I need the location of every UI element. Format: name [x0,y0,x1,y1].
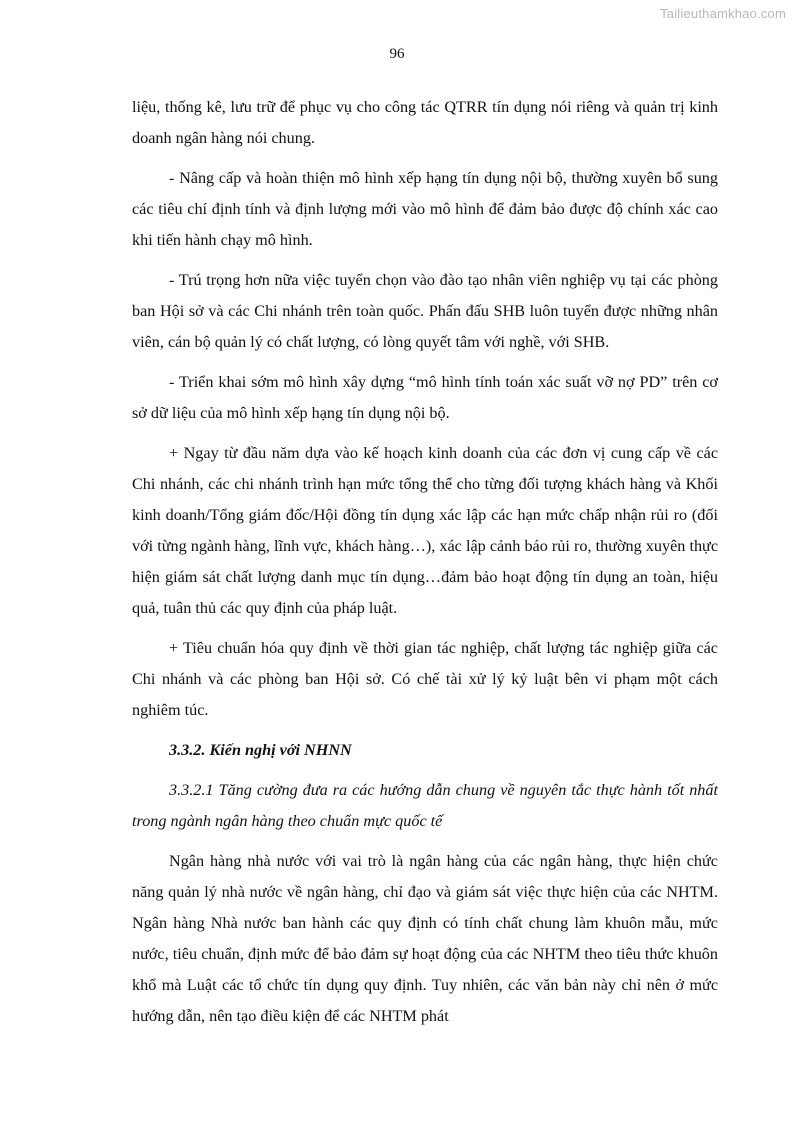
document-body [132,92,718,1041]
paragraph-continuation: liệu, thống kê, lưu trữ để phục vụ cho công tác QTRR tín dụng nói riêng và quản trị kinh doanh ngân hàng nói chung. [132,98,718,147]
section-heading: 3.3.2. Kiến nghị với NHNN [169,741,352,759]
paragraph-staff-recruitment: - Trú trọng hơn nữa việc tuyển chọn vào đào tạo nhân viên nghiệp vụ tại các phòng ban Hội sở và các Chi nhánh trên toàn quốc. Phấn đấu SHB luôn tuyển được những nhân viên, cán bộ quản lý có chất lượng, có lòng quyết tâm với nghề, với SHB. [132,271,718,351]
paragraph-state-bank: Ngân hàng nhà nước với vai trò là ngân hàng của các ngân hàng, thực hiện chức năng quản lý nhà nước về ngân hàng, chỉ đạo và giám sát việc thực hiện của các NHTM. Ngân hàng Nhà nước ban hành các quy định có tính chất chung làm khuôn mẫu, mức nước, tiêu chuẩn, định mức để bảo đảm sự hoạt động của các NHTM theo tiêu thức khuôn khổ mà Luật các tổ chức tín dụng quy định. Tuy nhiên, các văn bản này chỉ nên ở mức hướng dẫn, nên tạo điều kiện để các NHTM phát [132,852,718,1025]
watermark: Tailieuthamkhao.com [660,6,786,21]
subsection-heading: 3.3.2.1 Tăng cường đưa ra các hướng dẫn chung về nguyên tắc thực hành tốt nhất trong ngành ngân hàng theo chuẩn mực quốc tế [132,781,718,830]
paragraph-pd-model: - Triển khai sớm mô hình xây dựng “mô hình tính toán xác suất vỡ nợ PD” trên cơ sở dữ liệu của mô hình xếp hạng tín dụng nội bộ. [132,373,718,422]
paragraph-standardization: + Tiêu chuẩn hóa quy định về thời gian tác nghiệp, chất lượng tác nghiệp giữa các Chi nhánh và các phòng ban Hội sở. Có chế tài xử lý kỷ luật bên vi phạm một cách nghiêm túc. [132,639,718,719]
page-number: 96 [389,46,405,62]
paragraph-business-plan: + Ngay từ đầu năm dựa vào kế hoạch kinh doanh của các đơn vị cung cấp về các Chi nhánh, các chi nhánh trình hạn mức tổng thể cho từng đối tượng khách hàng và Khối kinh doanh/Tổng giám đốc/Hội đồng tín dụng xác lập các hạn mức chấp nhận rủi ro (đối với từng ngành hàng, lĩnh vực, khách hàng…), xác lập cảnh báo rủi ro, thường xuyên thực hiện giám sát chất lượng danh mục tín dụng…đảm bảo hoạt động tín dụng an toàn, hiệu quả, tuân thủ các quy định của pháp luật. [132,444,718,617]
paragraph-rating-model: - Nâng cấp và hoàn thiện mô hình xếp hạng tín dụng nội bộ, thường xuyên bổ sung các tiêu chí định tính và định lượng mới vào mô hình để đảm bảo được độ chính xác cao khi tiến hành chạy mô hình. [132,169,718,249]
